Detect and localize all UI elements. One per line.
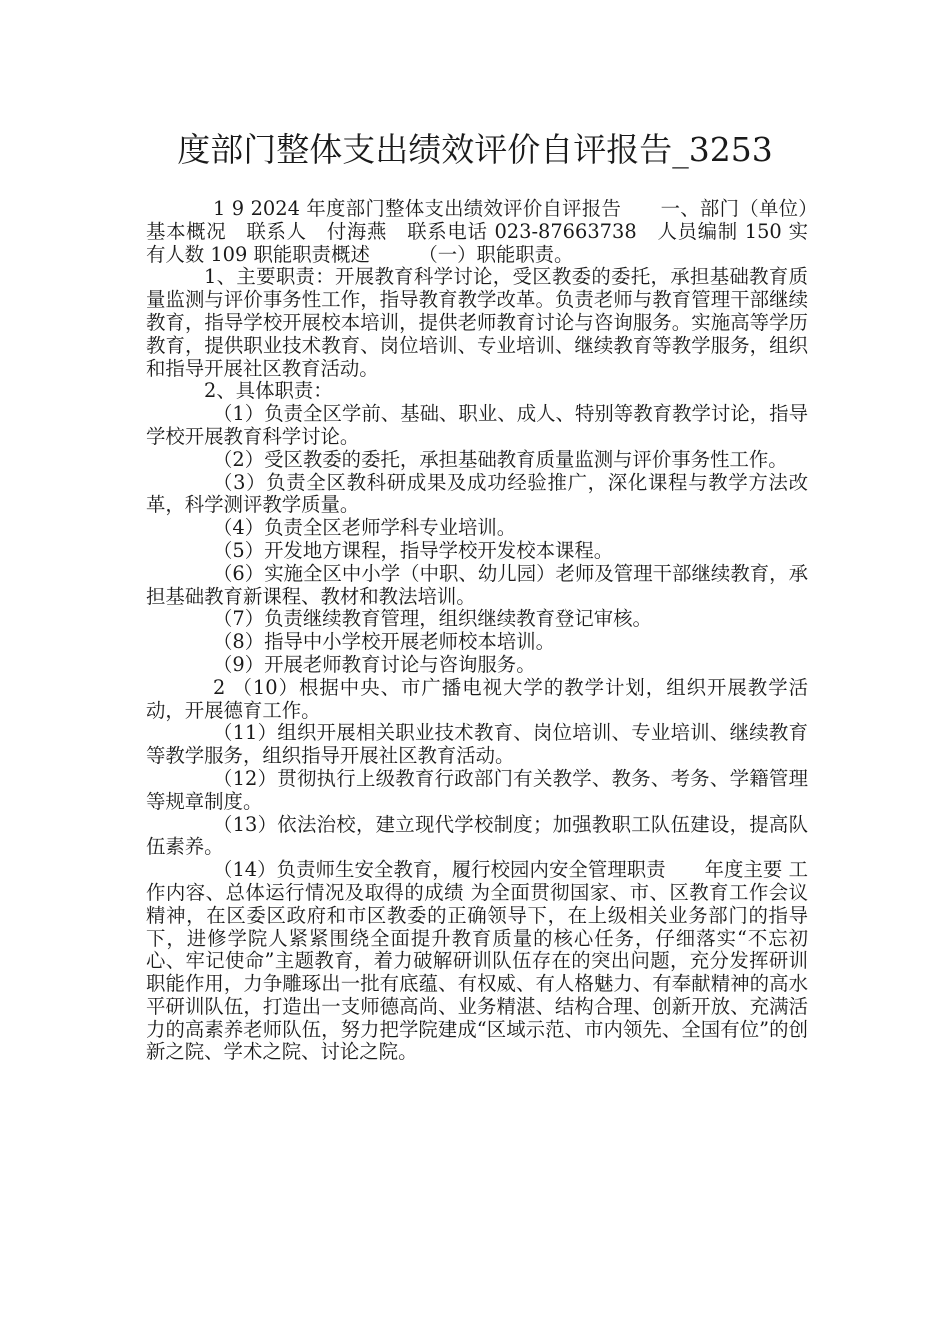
paragraph-duty-2: （2）受区教委的委托，承担基础教育质量监测与评价事务性工作。 bbox=[213, 447, 788, 471]
paragraph-duty-11: （11）组织开展相关职业技术教育、岗位培训、专业培训、继续教育等教学服务，组织指导开展社区教育活动。 bbox=[146, 721, 808, 768]
paragraph-specific-duties-heading: 2、具体职责： bbox=[204, 379, 333, 403]
paragraph-duty-1: （1）负责全区学前、基础、职业、成人、特别等教育教学讨论，指导学校开展教育科学讨论。 bbox=[146, 402, 808, 448]
paragraph-main-duties: 1、主要职责：开展教育科学讨论，受区教委的委托，承担基础教育质量监测与评价事务性工作，指导教育教学改革。负责老师与教育管理干部继续教育，指导学校开展校本培训，提供老师教育讨论与咨询服务。实施高等学历教育，提供职业技术教育、岗位培训、专业培训、继续教育等教学服务，组织和指导开展社区教育活动。 bbox=[146, 265, 808, 380]
paragraph-duty-3: （3）负责全区教科研成果及成功经验推广，深化课程与教学方法改革，科学测评教学质量。 bbox=[146, 470, 808, 517]
paragraph-duty-7: （7）负责继续教育管理，组织继续教育登记审核。 bbox=[213, 607, 652, 631]
paragraph-duty-10: 2 （10）根据中央、市广播电视大学的教学计划，组织开展教学活动，开展德育工作。 bbox=[146, 675, 808, 722]
paragraph-duty-4: （4）负责全区老师学科专业培训。 bbox=[213, 516, 517, 540]
paragraph-duty-8: （8）指导中小学校开展老师校本培训。 bbox=[213, 630, 555, 654]
document-body bbox=[146, 198, 808, 1064]
document-title: 度部门整体支出绩效评价自评报告_3253 bbox=[177, 130, 773, 169]
paragraph-duty-6: （6）实施全区中小学（中职、幼儿园）老师及管理干部继续教育，承担基础教育新课程、教材和教法培训。 bbox=[146, 561, 808, 608]
paragraph-duty-13: （13）依法治校，建立现代学校制度；加强教职工队伍建设，提高队伍素养。 bbox=[146, 812, 808, 859]
paragraph-duty-12: （12）贯彻执行上级教育行政部门有关教学、教务、考务、学籍管理等规章制度。 bbox=[146, 766, 808, 813]
paragraph-duty-14-and-annual-work: （14）负责师生安全教育，履行校园内安全管理职责 年度主要 工作内容、总体运行情况及取得的成绩 为全面贯彻国家、市、区教育工作会议精神，在区委区政府和市区教委的正确领导下，在上级相关业务部门的指导下，进修学院人紧紧围绕全面提升教育质量的核心任务，仔细落实“不忘初心、牢记使命”主题教育，着力破解研训队伍存在的突出问题，充分发挥研训职能作用，力争雕琢出一批有底蕴、有权威、有人格魅力、有奉献精神的高水平研训队伍，打造出一支师德高尚、业务精湛、结构合理、创新开放、充满活力的高素养老师队伍，努力把学院建成“区域示范、市内领先、全国有位”的创新之院、学术之院、讨论之院。 bbox=[146, 858, 808, 1064]
paragraph-duty-5: （5）开发地方课程，指导学校开发校本课程。 bbox=[213, 538, 614, 562]
paragraph-overview: 1 9 2024 年度部门整体支出绩效评价自评报告 一、部门（单位）基本概况 联系人 付海燕 联系电话 023-87663738 人员编制 150 实有人数 109 职能职责概述 （一）职能职责。 bbox=[146, 197, 808, 266]
paragraph-duty-9: （9）开展老师教育讨论与咨询服务。 bbox=[213, 652, 536, 676]
